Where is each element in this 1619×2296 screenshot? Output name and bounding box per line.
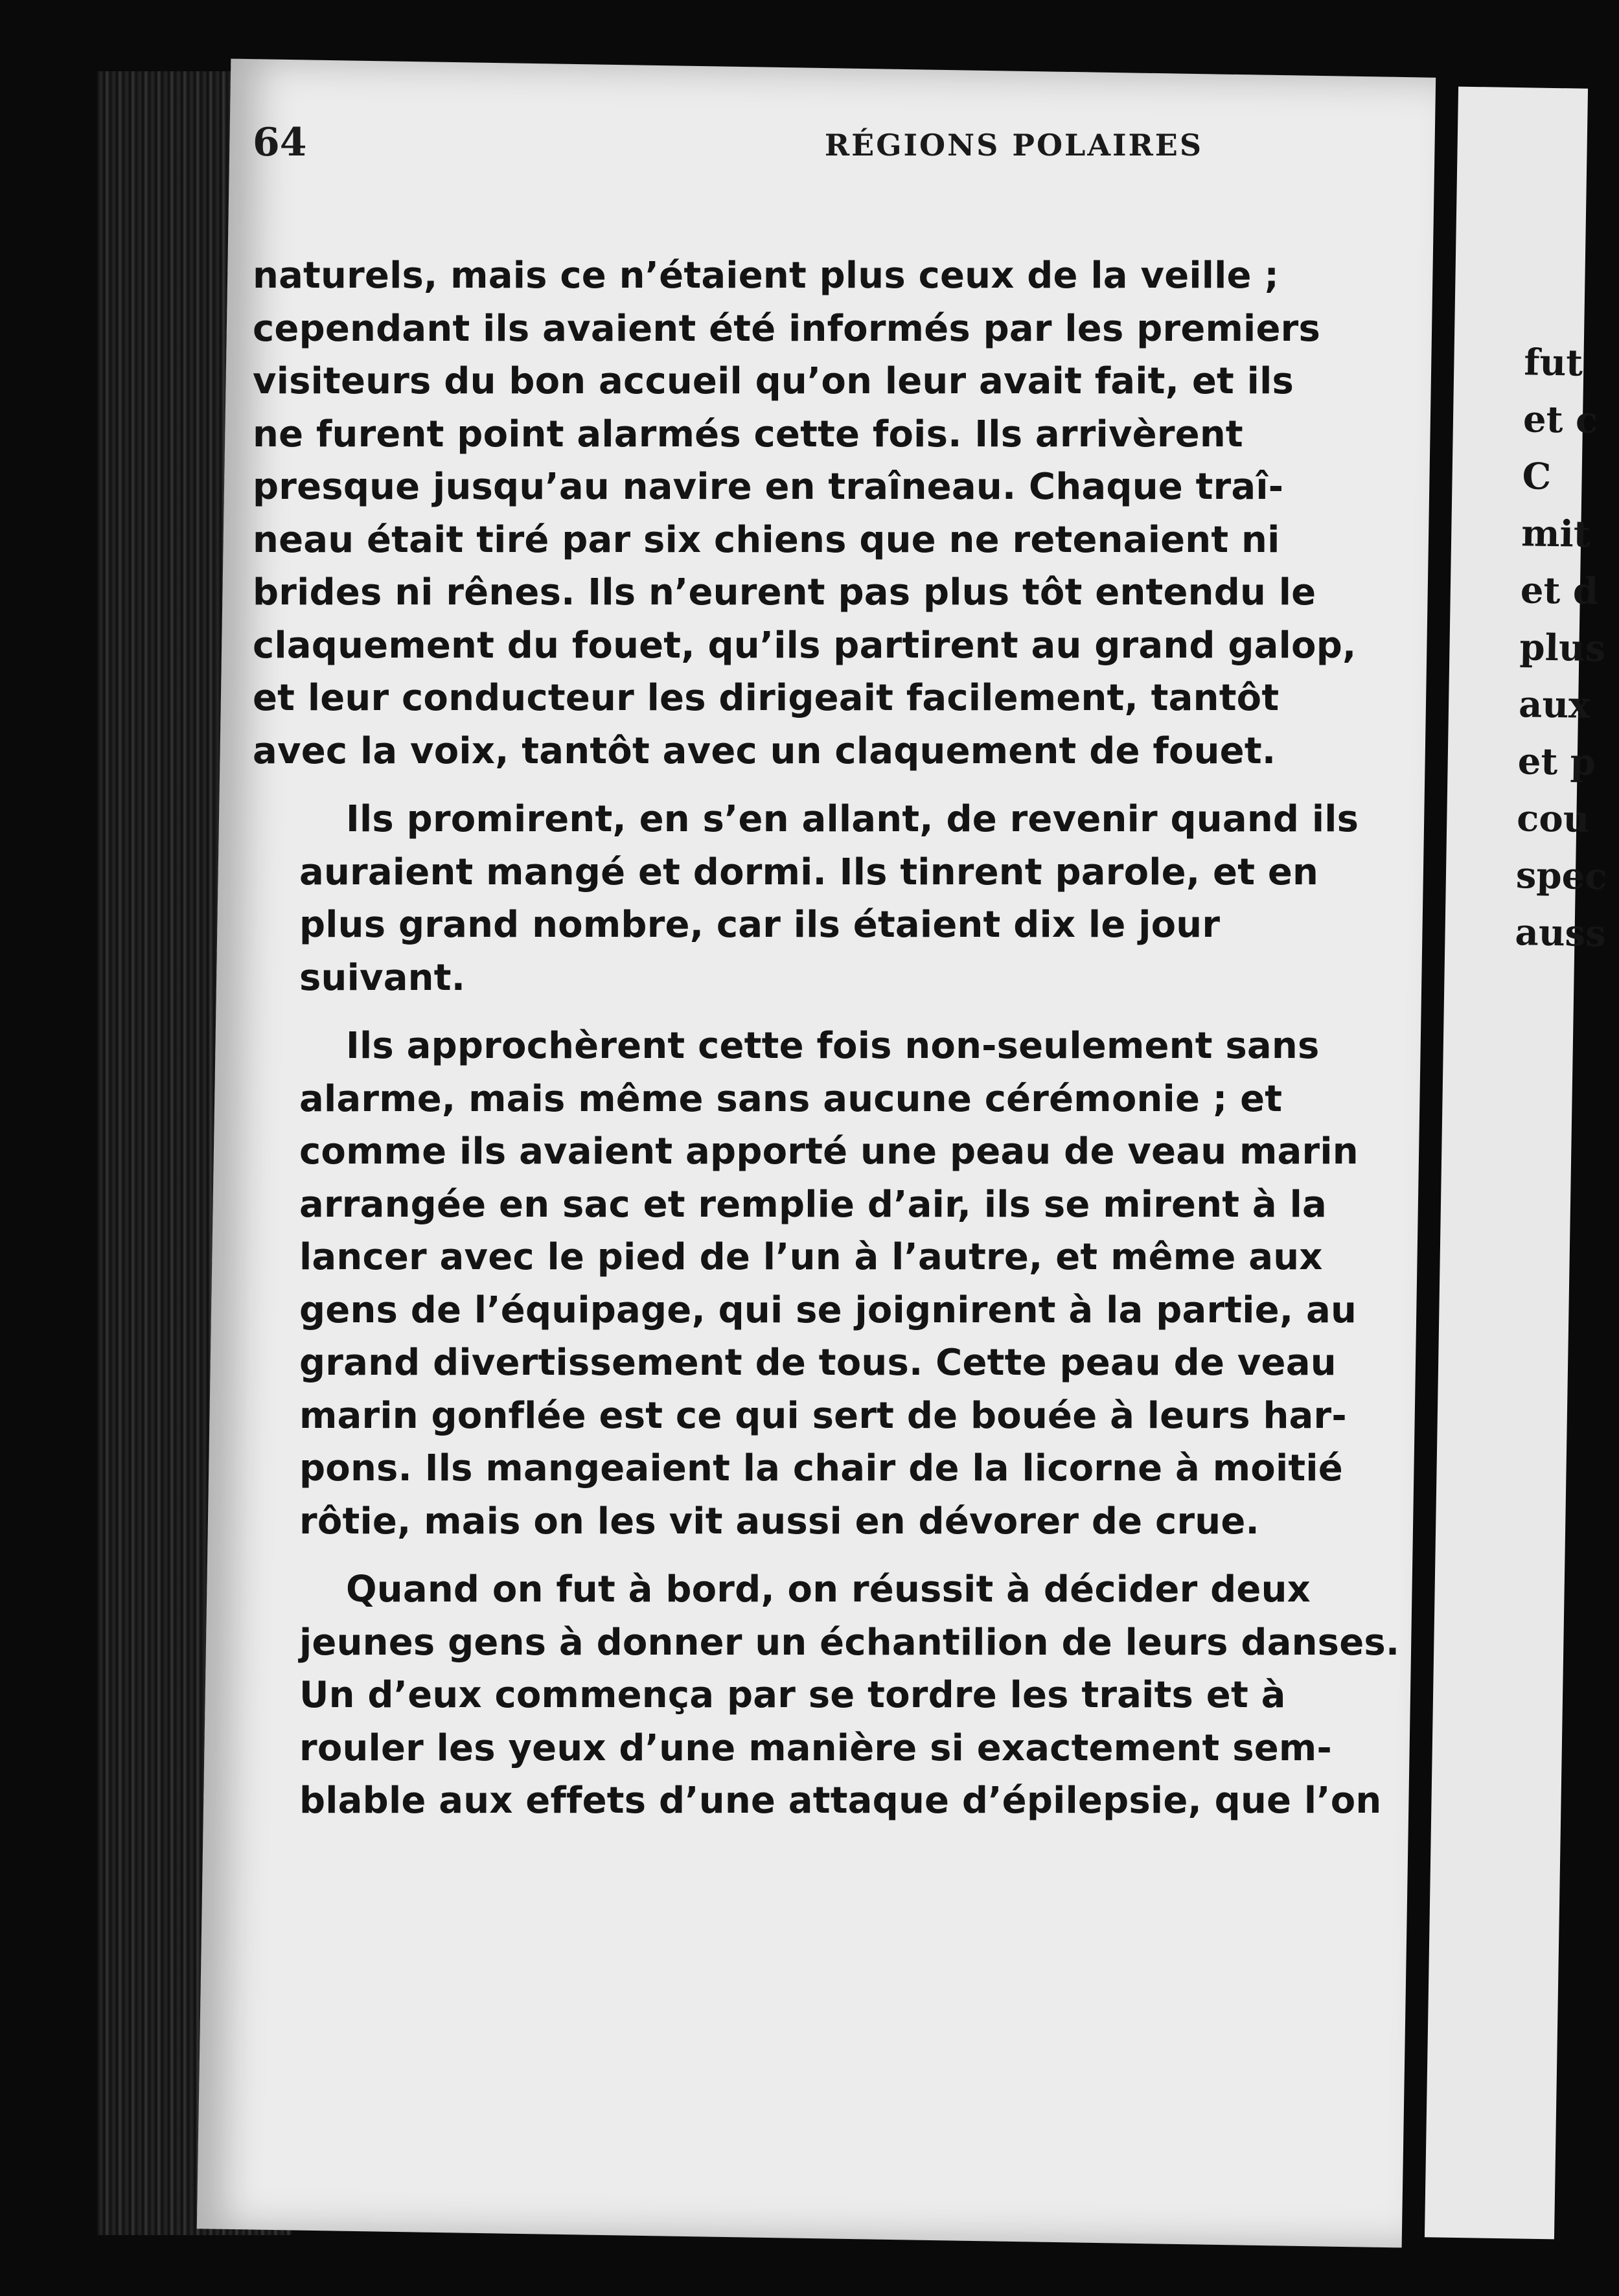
facing-page-line: aux (1518, 683, 1591, 727)
text-line: Ils promirent, en s’en allant, de revenir quand ils (346, 798, 1359, 840)
text-line: avec la voix, tantôt avec un claquement de fouet. (253, 729, 1276, 772)
paragraph (253, 249, 1357, 777)
text-line: ne furent point alarmés cette fois. Ils arrivèrent (253, 413, 1243, 455)
text-line: auraient mangé et dormi. Ils tinrent parole, et en (299, 851, 1319, 893)
text-line: presque jusqu’au navire en traîneau. Chaque traî- (253, 466, 1284, 508)
running-head: RÉGIONS POLAIRES (824, 128, 1204, 163)
facing-page-line: auss (1515, 911, 1607, 956)
text-line: rôtie, mais on les vit aussi en dévorer de crue. (299, 1500, 1259, 1543)
facing-page-line: plus (1519, 626, 1606, 671)
text-line: neau était tiré par six chiens que ne retenaient ni (253, 518, 1280, 561)
facing-page (1425, 87, 1607, 2240)
facing-page-line: C (1522, 455, 1552, 498)
text-line: naturels, mais ce n’étaient plus ceux de la veille ; (253, 255, 1280, 297)
text-line: cependant ils avaient été informés par les premiers (253, 307, 1320, 350)
text-line: pons. Ils mangeaient la chair de la licorne à moitié (299, 1447, 1343, 1489)
text-line: Ils approchèrent cette fois non-seulement sans (346, 1025, 1320, 1067)
text-line: gens de l’équipage, qui se joignirent à la partie, au (299, 1289, 1357, 1331)
text-line: blable aux effets d’une attaque d’épilepsie, que l’on (299, 1780, 1382, 1822)
facing-page-line: cou (1516, 797, 1590, 841)
text-line: rouler les yeux d’une manière si exactement sem- (299, 1727, 1332, 1769)
facing-page-line: et p (1517, 740, 1596, 785)
facing-page-line: spec (1515, 854, 1607, 899)
text-line: marin gonflée est ce qui sert de bouée à leurs har- (299, 1394, 1347, 1437)
text-line: grand divertissement de tous. Cette peau de veau (299, 1342, 1337, 1384)
text-line: suivant. (299, 956, 466, 999)
text-line: claquement du fouet, qu’ils partirent au grand galop, (253, 624, 1357, 667)
text-line: Quand on fut à bord, on réussit à décider deux (346, 1568, 1311, 1611)
facing-page-text (1445, 333, 1616, 963)
text-line: lancer avec le pied de l’un à l’autre, et même aux (299, 1236, 1323, 1278)
paragraph (253, 1020, 1359, 1548)
facing-page-line: mit (1521, 512, 1591, 556)
facing-page-line: fut (1523, 341, 1583, 385)
text-line: jeunes gens à donner un échantilion de leurs danses. (299, 1621, 1400, 1664)
text-line: et leur conducteur les dirigeait facilement, tantôt (253, 677, 1280, 719)
text-line: visiteurs du bon accueil qu’on leur avait fait, et ils (253, 360, 1294, 402)
text-line: alarme, mais même sans aucune cérémonie ; et (299, 1077, 1283, 1120)
facing-page-line: et c (1522, 398, 1598, 442)
body-text (253, 249, 1400, 1843)
page-number: 64 (253, 120, 307, 165)
text-line: plus grand nombre, car ils étaient dix le jour (299, 904, 1221, 946)
page-header (253, 120, 1433, 178)
facing-page-line: et d (1520, 569, 1599, 614)
text-line: Un d’eux commença par se tordre les traits et à (299, 1674, 1286, 1716)
paragraph (253, 1563, 1400, 1828)
text-line: arrangée en sac et remplie d’air, ils se mirent à la (299, 1183, 1327, 1226)
text-line: brides ni rênes. Ils n’eurent pas plus tôt entendu le (253, 571, 1316, 614)
text-line: comme ils avaient apporté une peau de veau marin (299, 1131, 1359, 1173)
paragraph (253, 793, 1359, 1004)
